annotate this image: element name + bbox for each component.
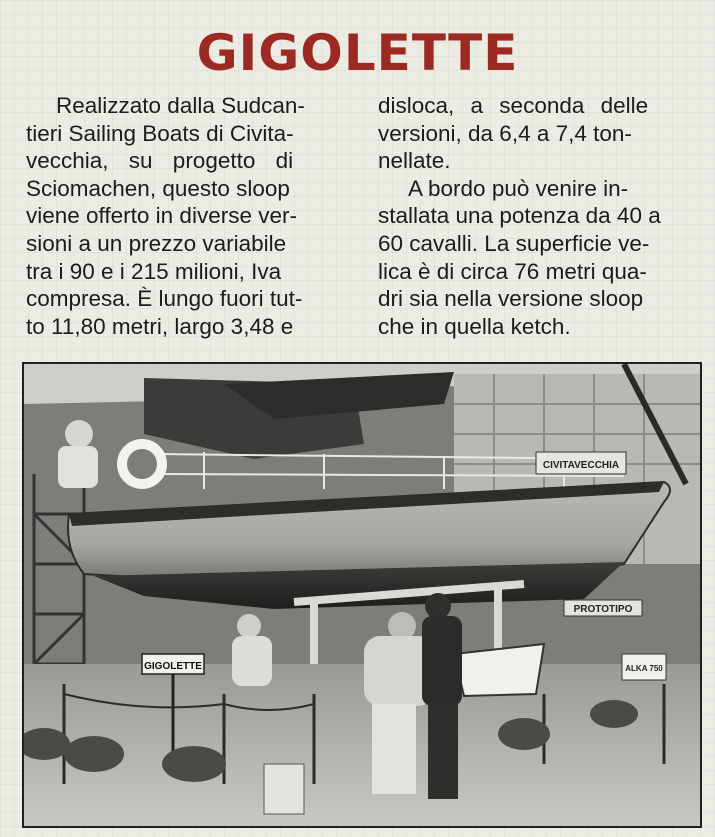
text-line: tieri Sailing Boats di Civita-: [26, 120, 294, 146]
person-head: [425, 593, 451, 619]
dinghy: [454, 644, 544, 696]
person-legs: [428, 704, 458, 799]
text-line: Realizzato dalla Sudcan-: [56, 93, 305, 118]
text-line: disloca, a seconda delle: [378, 93, 649, 118]
article-title: GIGOLETTE: [196, 24, 519, 82]
text-line: tra i 90 e i 215 milioni, Iva: [26, 258, 282, 284]
text-line: 60 cavalli. La superficie ve-: [378, 230, 650, 256]
text-line: versioni, da 6,4 a 7,4 ton-: [378, 120, 632, 146]
boat-photo: [22, 362, 702, 828]
text-line: compresa. È lungo fuori tut-: [26, 286, 303, 312]
text-line: sioni a un prezzo variabile: [26, 230, 287, 256]
right-text-column: [378, 92, 698, 340]
person-body: [422, 616, 462, 706]
person-legs: [372, 704, 416, 794]
hull-sign: CIVITAVECCHIA: [542, 460, 620, 471]
worker-body: [58, 446, 98, 488]
text-line: dri sia nella versione sloop: [378, 286, 644, 312]
person-head: [388, 612, 416, 640]
text-line: nellate.: [378, 148, 451, 174]
person-head: [237, 614, 261, 638]
stand-sign: GIGOLETTE: [144, 661, 202, 672]
side-sign: ALKA 750: [625, 664, 663, 673]
text-line: A bordo può venire in-: [408, 175, 629, 201]
text-line: Sciomachen, questo sloop: [26, 175, 290, 201]
text-line: che in quella ketch.: [378, 313, 571, 339]
text-line: vecchia, su progetto di: [26, 148, 294, 174]
text-line: lica è di circa 76 metri qua-: [378, 258, 647, 284]
person-body: [232, 636, 272, 686]
prototype-sign: PROTOTIPO: [573, 604, 633, 615]
worker-head: [65, 420, 93, 448]
left-text-column: [26, 92, 356, 340]
pedestal: [264, 764, 304, 814]
text-line: viene offerto in diverse ver-: [26, 203, 297, 229]
text-line: stallata una potenza da 40 a: [378, 203, 661, 229]
text-line: to 11,80 metri, largo 3,48 e: [26, 313, 294, 339]
floor: [24, 664, 700, 826]
